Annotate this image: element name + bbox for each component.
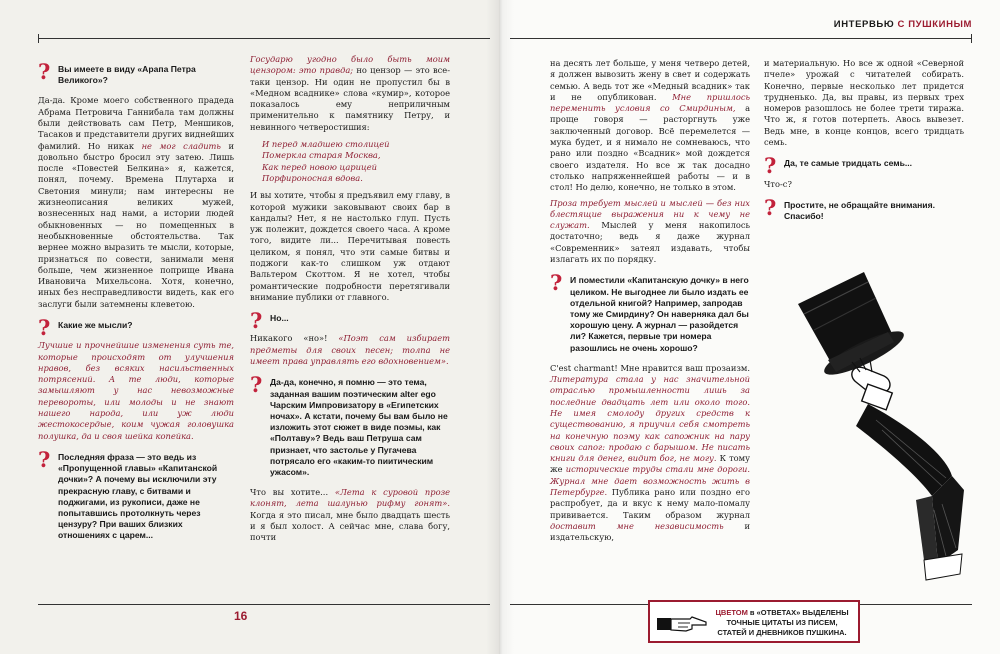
question-8: ? Простите, не обращайте внимания. Спасибо! bbox=[764, 194, 935, 222]
answer-3: Государю угодно было быть моим цензором: это правда; но цензор — это все-таки цензор. Ни один не пропустил бы в «Медном всаднике» слова «кумир», которое показалось ему неприличным применительно к памятнику Петру, и невинного четверостишия: bbox=[250, 54, 450, 132]
question-mark-icon: ? bbox=[38, 446, 51, 472]
answer-6-cont: и материальную. Но все ж одной «Северной пчеле» урожай с читателей собирать. Конечно, первые несколько лет придется трудненько. Да, вы правы, из первых трех номеров разошлось не более трети тиража. Что ж, я готов потерпеть. Авось вывезет. Ведь мне, в конце концов, всего тридцать семь. bbox=[764, 58, 964, 148]
question-3: ? Последняя фраза — это ведь из «Пропущенной главы» «Капитанской дочки»? А почему вы исключили эту прекрасную главу, с битвами и поджигами, из рукописи, даже не попытавшись протолкнуть через цензуру? При ваших близких отношениях с царем... bbox=[38, 446, 218, 541]
poem-line: Померкла старая Москва, bbox=[262, 150, 381, 161]
question-mark-icon: ? bbox=[764, 153, 777, 179]
bottom-rule bbox=[38, 604, 490, 605]
top-rule bbox=[510, 38, 972, 39]
answer-2-quote: Лучшие и прочнейшие изменения суть те, которые происходят от улучшения нравов, без всяких насильственных потрясений. А те люди, которые замышляют у нас невозможные перевороты, или молоды и не знают нашего народа, или уж люди жестокосердые, коим чужая головушка полушка, да и своя шейка копейка. bbox=[38, 340, 234, 441]
top-hat-icon bbox=[798, 272, 908, 382]
right-column-1 bbox=[550, 58, 750, 548]
answer-5: Что вы хотите... «Лета к суровой прозе клонят, лета шалунью рифму гонят». Когда я это писал, мне было двадцать шесть и я был холост. А сейчас мне, слава богу, почти bbox=[250, 487, 451, 543]
question-5: ? Да-да, конечно, я помню — это тема, заданная вашим поэтическим alter ego Чарским Импровизатору в «Египетских ночах». А кстати, почему бы вам было не изложить этот сюжет в виде поэмы, как «Полтаву»? Ведь ваш Петруша сам признает, что застолье у Пугачева потрясало его «каким-то пиитическим ужасом». bbox=[250, 372, 448, 477]
question-4: ? Но... bbox=[250, 308, 289, 334]
section-header: ИНТЕРВЬЮ С ПУШКИНЫМ bbox=[833, 19, 972, 30]
question-mark-icon: ? bbox=[250, 308, 263, 334]
right-column-2 bbox=[764, 58, 964, 231]
poem-line: Как перед новою царицей bbox=[262, 161, 377, 172]
answer-6: C'est charmant! Мне нравится ваш прозаизм. Литература стала у нас значительной отраслью промышленности лишь за последние двадцать лет или около того. Не имея смолоду других средств к существованию, я приучил себя смотреть на конечную поэму как сапожник на пару своих сапог: продаю с барышом. Не писать книги для денег, видит бог, не могу. К тому же исторические труды стали мне дороги. Журнал мне дает возможность жить в Петербурге. Публика рано или поздно его распробует, да и вкус к нему мало-помалу прививается. Таким образом журнал доставит мне независимость и издательскую, bbox=[550, 362, 751, 543]
top-hat-arm-illustration bbox=[756, 264, 992, 596]
spine-gutter bbox=[486, 0, 514, 654]
answer-5-cont: на десять лет больше, у меня четверо детей, я должен вывозить жену в свет и содержать семью. А ведь тот же «Медный всадник» так и не опубликован. Мне пришлось переменить условия со Смирдиным, а проще говоря — расторгнуть уже заключенный договор. Всё перемелется — мука будет, и я нимало не сомневаюсь, что рано или поздно «Всадник» мой дождется своего издателя. Но все ж так досадно столько напряженнейшей работы — и в стол! Но делю, конечно, не только в этом. bbox=[550, 58, 751, 193]
sleeve-icon bbox=[856, 404, 964, 580]
poem-line: И перед младшею столицей bbox=[262, 139, 390, 150]
question-mark-icon: ? bbox=[250, 372, 263, 398]
left-column-2 bbox=[250, 54, 450, 548]
pointing-hand-icon bbox=[656, 613, 708, 635]
poem-quote bbox=[262, 139, 450, 184]
question-6: ? И поместили «Капитанскую дочку» в него целиком. Не выгоднее ли было издать ее отдельной книгой? Например, запродав тому же Смирдину? Он наверняка дал бы хорошую цену. А журнал — разойдется ли? Кажется, первые три номера разошлись не очень хорошо? bbox=[550, 270, 749, 353]
answer-3-cont: И вы хотите, чтобы я предъявил ему главу, в которой мужики заковывают своих бар в кандалы? Нет, я не настолько глуп. Пусть уж полежит, дождется своего часа. А кроме того, видите ли... Перечитывая повесть целиком, я понял, что эти самые битвы и поджоги как-то слишком уж отдают Вальтером Скоттом. Я не хотел, чтобы романтические подробности перетягивали внимание публики от главного. bbox=[250, 190, 450, 302]
answer-1: Да-да. Кроме моего собственного прадеда Абрама Петровича Ганнибала там должны были действовать сам Петр, Меншиков, Тасаков и представители других виднейших фамилий. Но никак не мог сладить и довольно быстро бросил эту затею. Лишь после «Повестей Белкина» я, кажется, понял, почему. Времена Плутарха и Светония минули; нам интересны не жизнеописания великих мужей, вознесенных над нами, а истории людей обыкновенных — но помещенных в необыкновенные обстоятельства. Так вернее можно выразить те мысли, которые, признаться по совести, занимали меня больше, чем жизненное поприще Ивана Ивановича Михельсона. Хотя, конечно, иных без несправедливости видеть, как его заслуги были затемнены клеветою. bbox=[38, 95, 234, 309]
answer-4: Никакого «но»! «Поэт сам избирает предметы для своих песен; толпа не имеет права управлять его вдохновением». bbox=[250, 333, 450, 367]
question-1: ? Вы имеете в виду «Арапа Петра Великого»? bbox=[38, 59, 196, 86]
question-mark-icon: ? bbox=[38, 59, 51, 84]
answer-5-cont-2: Проза требует мыслей и мыслей — без них блестящие выражения ни к чему не служат. Мыслей у меня накопилось достаточно; ведь я даже журнал «Современник» затеял издавать, чтобы излагать их по порядку. bbox=[550, 197, 751, 265]
question-2: ? Какие же мысли? bbox=[38, 315, 133, 341]
top-rule bbox=[38, 38, 490, 39]
poem-line: Порфироносная вдова. bbox=[262, 172, 363, 183]
question-mark-icon: ? bbox=[764, 194, 777, 220]
right-page bbox=[500, 0, 1000, 654]
color-legend-note: ЦВЕТОМ в «ОТВЕТАХ» ВЫДЕЛЕНЫ ТОЧНЫЕ ЦИТАТЫ ИЗ ПИСЕМ, СТАТЕЙ И ДНЕВНИКОВ ПУШКИНА. bbox=[648, 600, 860, 643]
answer-7: Что-с? bbox=[764, 178, 792, 189]
question-mark-icon: ? bbox=[38, 315, 51, 341]
left-column-1 bbox=[38, 54, 234, 551]
page-number: 16 bbox=[234, 609, 248, 623]
question-mark-icon: ? bbox=[550, 270, 563, 296]
question-7: ? Да, те самые тридцать семь... bbox=[764, 153, 913, 179]
